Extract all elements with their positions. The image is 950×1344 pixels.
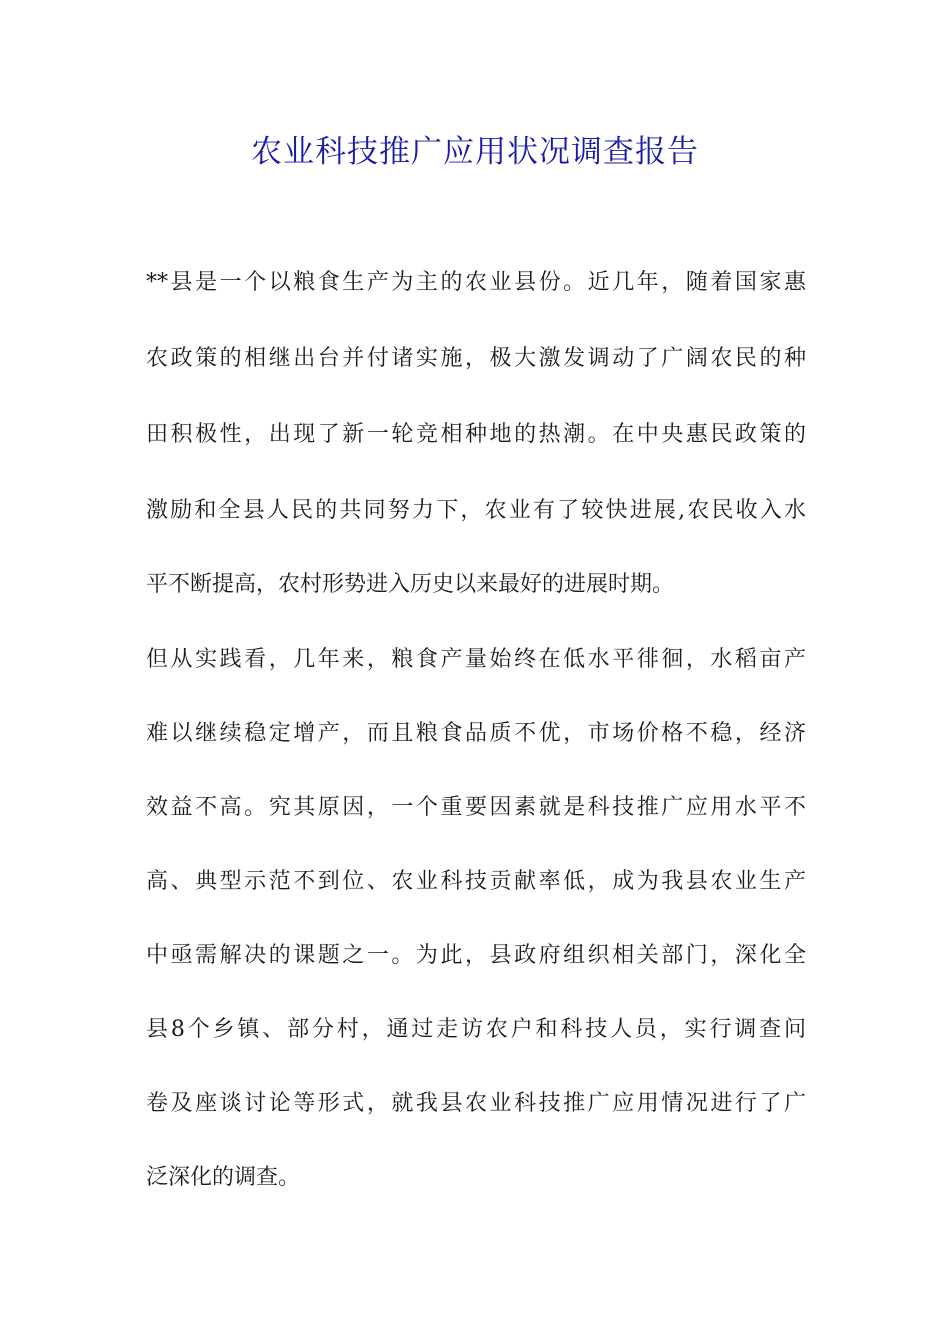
paragraph-line: 效益不高。究其原因，一个重要因素就是科技推广应用水平不 (146, 795, 806, 820)
paragraph-1 (146, 263, 806, 597)
document-title: 农业科技推广应用状况调查报告 (251, 134, 699, 170)
paragraph-line: **县是一个以粮食生产为主的农业县份。近几年，随着国家惠 (146, 270, 806, 295)
paragraph-2 (146, 640, 806, 1190)
paragraph-line: 激励和全县人民的共同努力下，农业有了较快进展,农民收入水 (146, 498, 806, 523)
paragraph-line: 县8个乡镇、部分村，通过走访农户和科技人员，实行调查问 (146, 1017, 806, 1042)
paragraph-line: 卷及座谈讨论等形式，就我县农业科技推广应用情况进行了广 (146, 1091, 806, 1116)
paragraph-line: 平不断提高，农村形势进入历史以来最好的进展时期。 (146, 572, 675, 597)
paragraph-line: 但从实践看，几年来，粮食产量始终在低水平徘徊，水稻亩产 (146, 647, 806, 672)
paragraph-line: 高、典型示范不到位、农业科技贡献率低，成为我县农业生产 (146, 869, 806, 894)
paragraph-line: 难以继续稳定增产，而且粮食品质不优，市场价格不稳，经济 (146, 721, 806, 746)
paragraph-line: 农政策的相继出台并付诸实施，极大激发调动了广阔农民的种 (146, 346, 806, 371)
paragraph-line: 泛深化的调查。 (146, 1165, 301, 1190)
paragraph-line: 中亟需解决的课题之一。为此，县政府组织相关部门，深化全 (146, 943, 806, 968)
paragraph-line: 田积极性，出现了新一轮竞相种地的热潮。在中央惠民政策的 (146, 422, 806, 447)
